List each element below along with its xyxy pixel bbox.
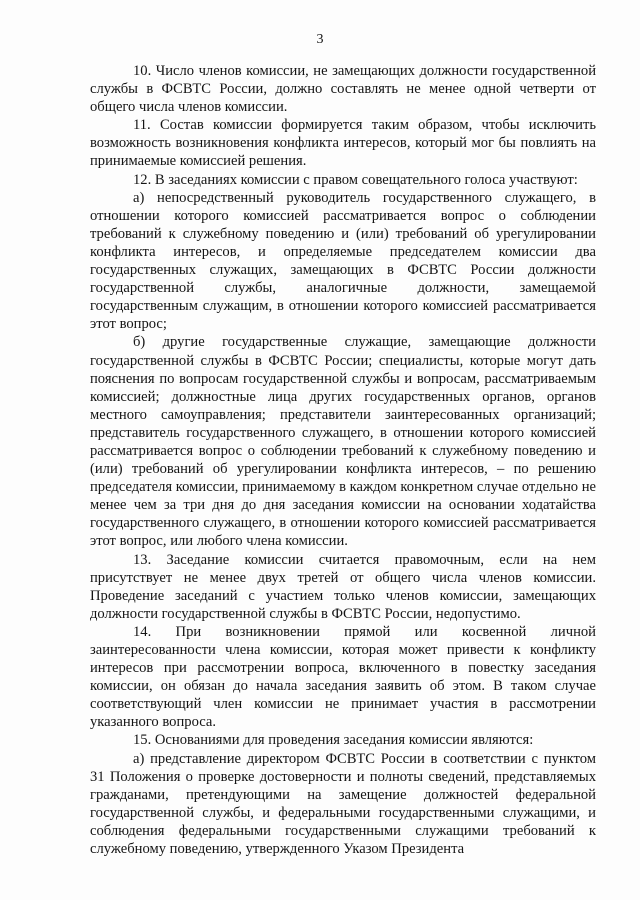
paragraph-12a: а) непосредственный руководитель государственного служащего, в отношении которого комиссией рассматривается вопрос о соблюдении требований к служебному поведению и (или) требований об урегулировании конфликта интересов, и определяемые председателем комиссии два государственных служащих, замещающих в ФСВТС России должности государственной службы, аналогичные должности, замещаемой государственным служащим, в отношении которого комиссией рассматривается этот вопрос; <box>90 189 596 333</box>
paragraph-15a: а) представление директором ФСВТС России в соответствии с пунктом 31 Положения о проверке достоверности и полноты сведений, представляемых гражданами, претендующими на замещение должностей федеральной государственной службы, и федеральными государственными служащими, и соблюдения федеральными государственными служащими требований к служебному поведению, утвержденного Указом Президента <box>90 750 596 858</box>
paragraph-12b: б) другие государственные служащие, замещающие должности государственной службы в ФСВТС России; специалисты, которые могут дать пояснения по вопросам государственной службы и вопросам, рассматриваемым комиссией; должностные лица других государственных органов, органов местного самоуправления; представители заинтересованных организаций; представитель государственного служащего, в отношении которого комиссией рассматривается вопрос о соблюдении требований к служебному поведению и (или) требований об урегулировании конфликта интересов, – по решению председателя комиссии, принимаемому в каждом конкретном случае отдельно не менее чем за три дня до дня заседания комиссии на основании ходатайства государственного служащего, в отношении которого комиссией рассматривается этот вопрос, или любого члена комиссии. <box>90 334 597 550</box>
document-body <box>90 62 596 858</box>
paragraph-14: 14. При возникновении прямой или косвенной личной заинтересованности члена комиссии, которая может привести к конфликту интересов при рассмотрении вопроса, включенного в повестку заседания комиссии, он обязан до начала заседания заявить об этом. В таком случае соответствующий член комиссии не принимает участия в рассмотрении указанного вопроса. <box>90 623 596 731</box>
paragraph-13: 13. Заседание комиссии считается правомочным, если на нем присутствует не менее двух третей от общего числа членов комиссии. Проведение заседаний с участием только членов комиссии, замещающих должности государственной службы в ФСВТС России, недопустимо. <box>90 551 596 622</box>
paragraph-11: 11. Состав комиссии формируется таким образом, чтобы исключить возможность возникновения конфликта интересов, который мог бы повлиять на принимаемые комиссией решения. <box>90 117 596 170</box>
paragraph-12: 12. В заседаниях комиссии с правом совещательного голоса участвуют: <box>133 171 578 188</box>
page-number: 3 <box>316 32 324 47</box>
paragraph-10: 10. Число членов комиссии, не замещающих должности государственной службы в ФСВТС России, должно составлять не менее одной четверти от общего числа членов комиссии. <box>90 63 596 116</box>
paragraph-15: 15. Основаниями для проведения заседания комиссии являются: <box>133 732 534 749</box>
